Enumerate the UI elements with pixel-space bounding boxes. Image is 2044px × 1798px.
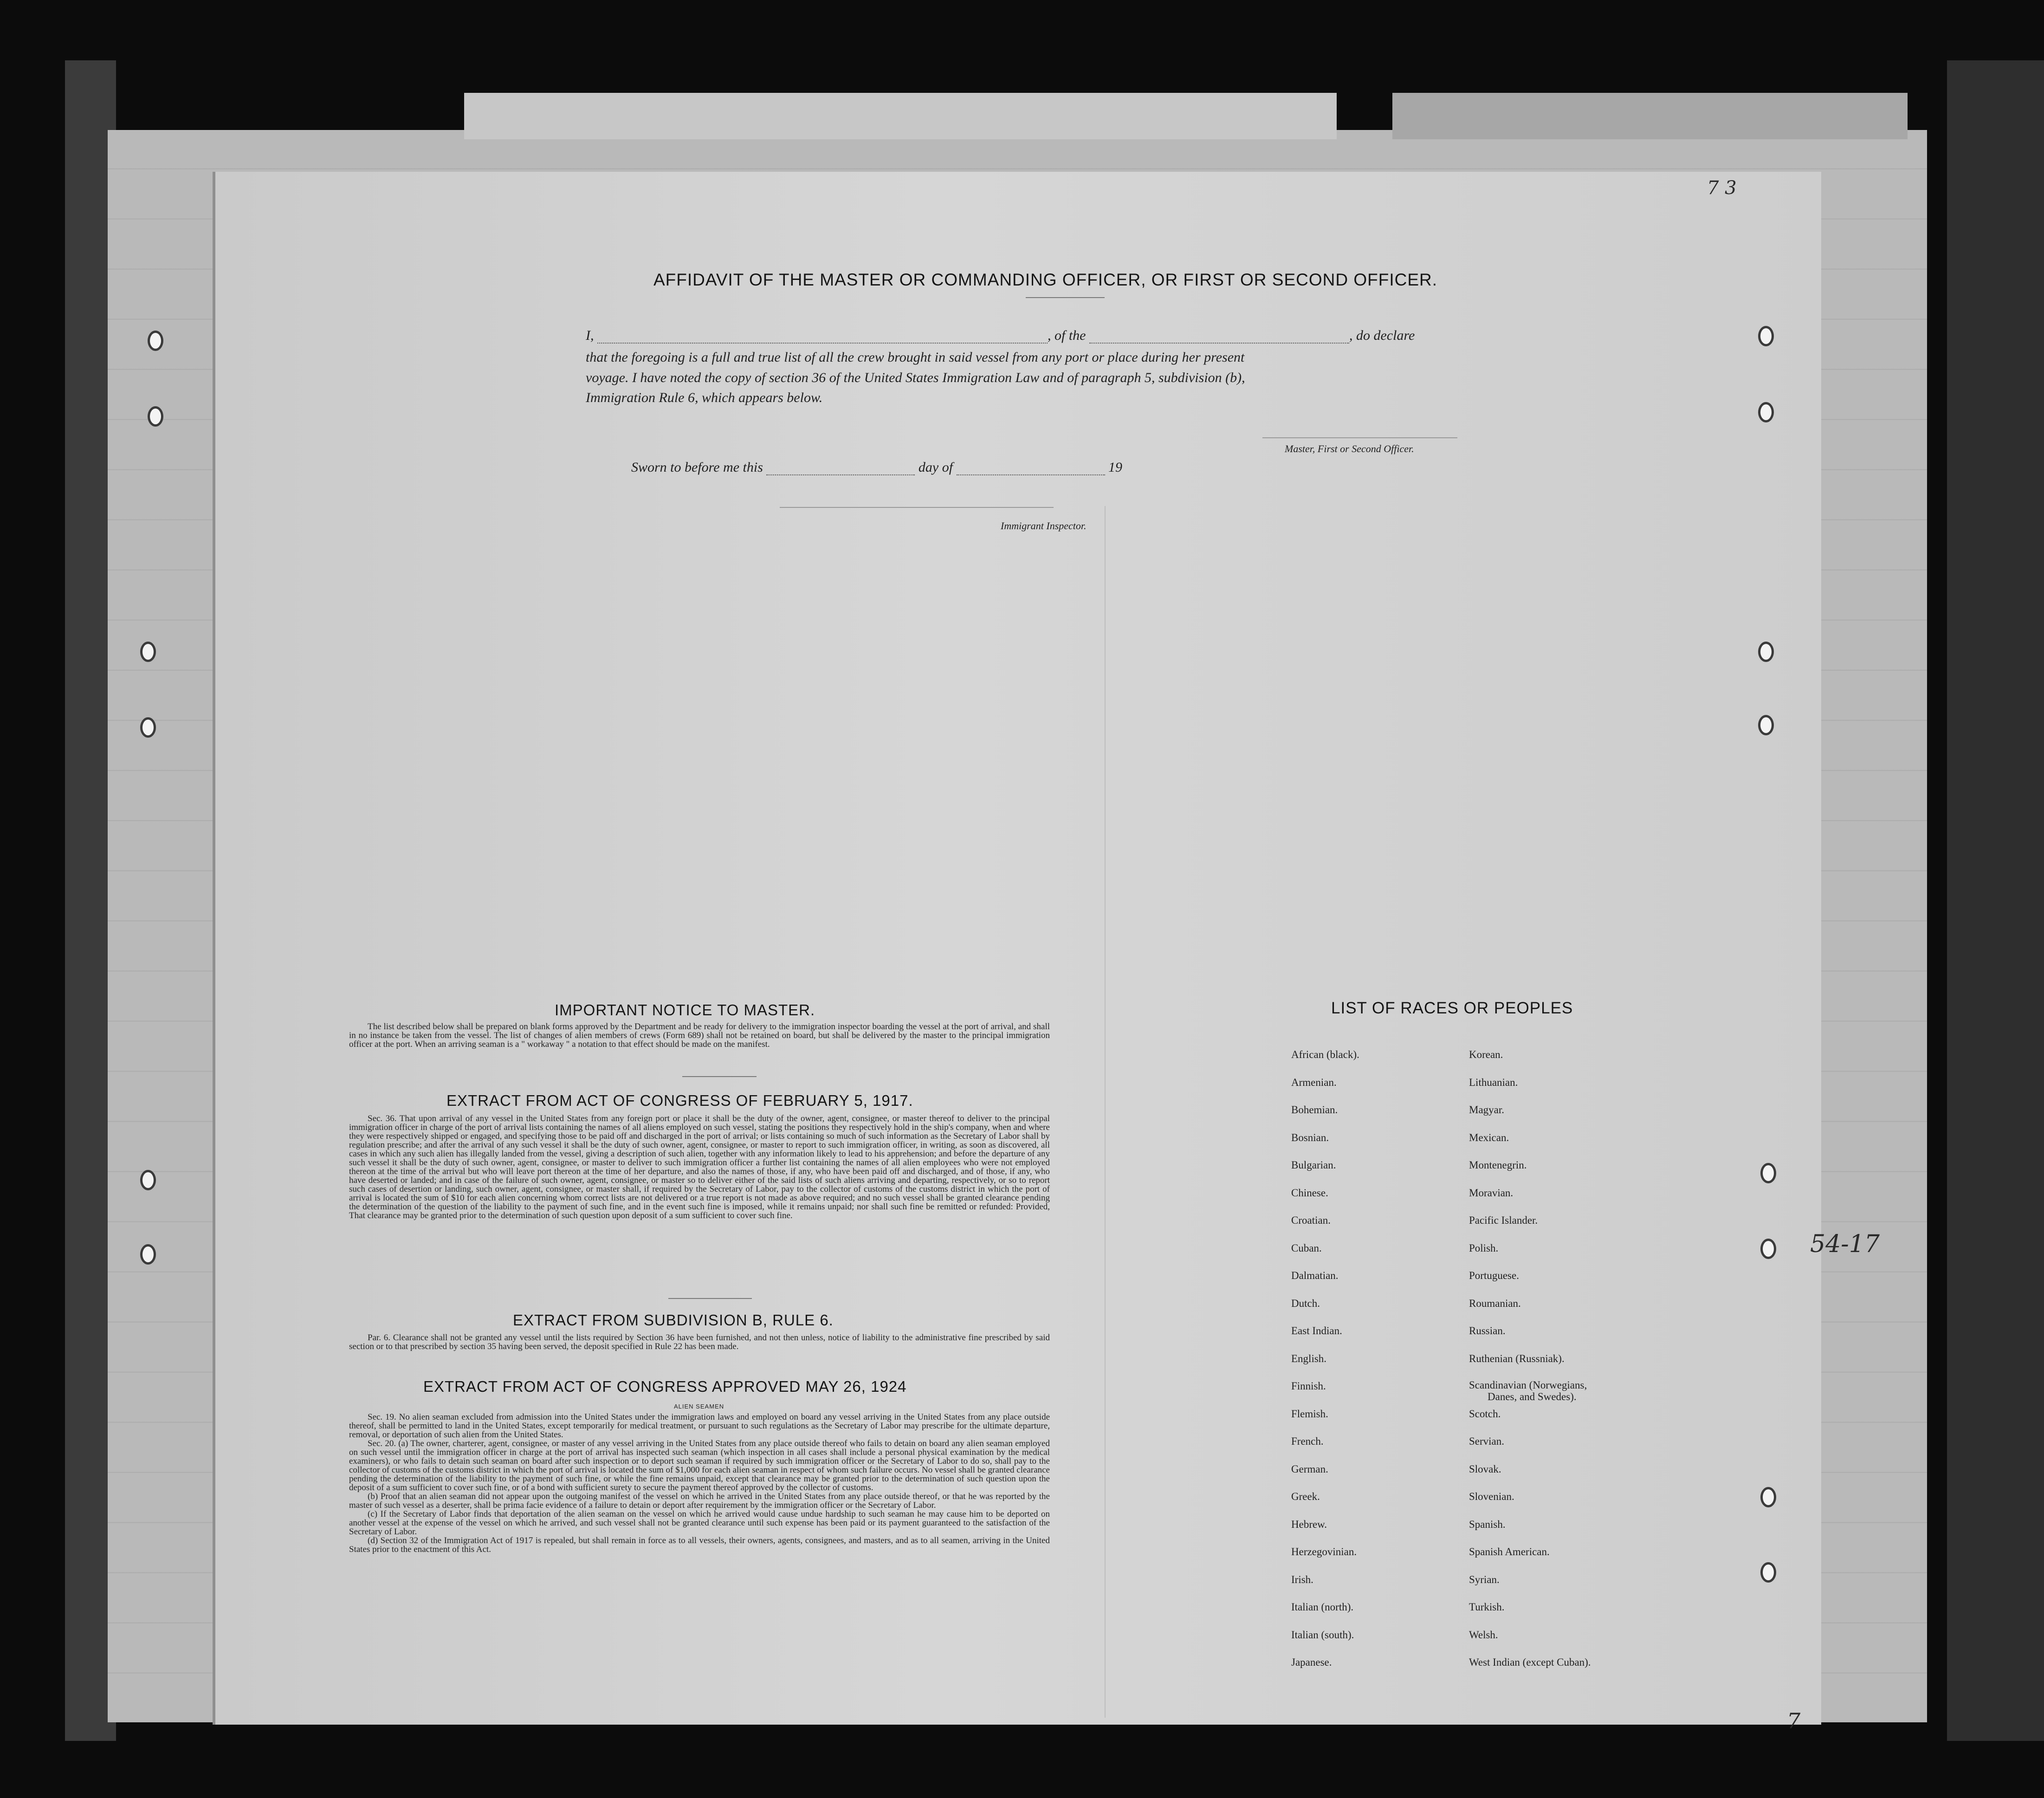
race-item: Korean. xyxy=(1469,1049,1503,1060)
race-item: Flemish. xyxy=(1291,1408,1328,1420)
race-item: Turkish. xyxy=(1469,1601,1505,1613)
year-label: 19 xyxy=(1108,460,1123,475)
race-item: Dutch. xyxy=(1291,1297,1320,1309)
section-20b-paragraph: (b) Proof that an alien seaman did not appear upon the outgoing manifest of the vessel on which he arrived in the United States from any place outside thereof, or that he was reported by the master of such vessel as a deserter, shall be prima facie evidence of a failure to detain or deport after requirement by the immigration officer or the Secretary of Labor. xyxy=(349,1492,1050,1510)
race-item: Welsh. xyxy=(1469,1629,1498,1641)
punch-hole xyxy=(140,642,156,662)
punch-hole xyxy=(1758,326,1774,346)
race-item: Montenegrin. xyxy=(1469,1159,1527,1171)
race-item: Hebrew. xyxy=(1291,1518,1327,1530)
race-item: Bulgarian. xyxy=(1291,1159,1336,1171)
race-item: Chinese. xyxy=(1291,1187,1328,1199)
handwritten-mark: 7 xyxy=(1787,1708,1801,1733)
punch-hole xyxy=(140,1244,156,1265)
race-item: Magyar. xyxy=(1469,1104,1505,1116)
signature-caption: Master, First or Second Officer. xyxy=(1285,443,1414,454)
races-title: LIST OF RACES OR PEOPLES xyxy=(1331,999,1573,1017)
race-item: Lithuanian. xyxy=(1469,1076,1518,1088)
race-item: Moravian. xyxy=(1469,1187,1514,1199)
affidavit-line-1 xyxy=(586,328,1415,344)
punch-hole xyxy=(140,717,156,738)
day-of-label: day of xyxy=(918,460,953,475)
punch-hole xyxy=(1760,1239,1776,1259)
extract-rule6-title: EXTRACT FROM SUBDIVISION B, RULE 6. xyxy=(513,1311,834,1329)
day-blank xyxy=(766,462,915,475)
race-item: French. xyxy=(1291,1435,1324,1447)
race-item: German. xyxy=(1291,1463,1328,1475)
handwritten-page-number: 7 3 xyxy=(1707,177,1737,199)
race-item: Slovak. xyxy=(1469,1463,1501,1475)
race-item: Italian (south). xyxy=(1291,1629,1354,1641)
races-column-2 xyxy=(1469,1041,1591,1676)
race-item: Cuban. xyxy=(1291,1242,1322,1254)
handwritten-annotation: 54-17 xyxy=(1810,1230,1880,1258)
of-the-label: , of the xyxy=(1048,328,1086,343)
race-item: Scotch. xyxy=(1469,1408,1501,1420)
race-item: Armenian. xyxy=(1291,1076,1337,1088)
affidavit-line-2: that the foregoing is a full and true list of all the crew brought in said vessel from any port or place during her present xyxy=(586,350,1245,365)
race-item: English. xyxy=(1291,1352,1327,1364)
month-blank xyxy=(957,462,1105,475)
section-36-paragraph: Sec. 36. That upon arrival of any vessel in the United States from any foreign port or place it shall be the duty of the owner, agent, consignee, or master thereof to deliver to the principal immigration officer in charge of the port of arrival lists containing the names of all aliens employed on such vessel, stating the positions they respectively hold in the ship's company, when and where they were respectively shipped or engaged, and specifying those to be paid off and discharged in the port of arrival; or lists containing so much of such information as the Secretary of Labor shall by regulation prescribe; and after the arrival of any such vessel it shall be the duty of such owner, agent, consignee, or master to report to such immigration officer, in writing, as soon as discovered, all cases in which any such alien has illegally landed from the vessel, giving a description of such alien, together with any information likely to lead to his apprehension; and before the departure of any such vessel it shall be the duty of such owner, agent, consignee, or master to deliver to such immigration officer a further list containing the names of all alien employees who were not employed thereon at the time of the arrival but who will leave port thereon at the time of her departure, and also the names of those, if any, who have been paid off and discharged, and of those, if any, who have deserted or landed; and in case of the failure of such owner, agent, consignee, or master so to deliver either of the said lists of such aliens arriving and departing, respectively, or so to report such cases of desertion or landing, such owner, agent, consignee, or master shall, if required by the Secretary of Labor, pay to the collector of customs of the customs district in which the port of arrival is located the sum of $10 for each alien concerning whom correct lists are not delivered or a true report is not made as above required; and no such vessel shall be granted clearance pending the determination of the question of the liability to the payment of such fine, and in the event such fine is imposed, while it remains unpaid; nor shall such fine be remitted or refunded: Provided, That clearance may be granted prior to the determination of such question upon deposit of a sum sufficient to cover such fine. xyxy=(349,1114,1050,1220)
divider xyxy=(682,1076,757,1077)
race-item: East Indian. xyxy=(1291,1325,1342,1337)
divider xyxy=(668,1298,752,1299)
punch-hole xyxy=(1758,642,1774,662)
sworn-label: Sworn to before me this xyxy=(631,460,763,475)
race-item: Scandinavian (Norwegians, Danes, and Swedes). xyxy=(1469,1372,1591,1400)
race-item: Bosnian. xyxy=(1291,1131,1329,1143)
extract-1924-text xyxy=(349,1413,1050,1554)
race-item: Ruthenian (Russniak). xyxy=(1469,1352,1565,1364)
section-20a-paragraph: Sec. 20. (a) The owner, charterer, agent, consignee, or master of any vessel arriving in the United States from any place outside thereof who fails to detain on board any alien seaman employed on such vessel until the immigration officer in charge at the port of arrival has inspected such seaman (which inspection in all cases shall include a personal physical examination by the medical examiners), or who fails to detain such seaman on board after such inspection or to deport such seaman if required by such immigration officer or the Secretary of Labor to do so, shall pay to the collector of customs of the customs district in which the port of arrival is located the sum of $1,000 for each alien seaman in respect of whom such failure occurs. No vessel shall be granted clearance pending the determination of the liability to the payment of such fine, or while the fine remains unpaid, except that clearance may be granted prior to the determination of such question upon the deposit of a sum sufficient to cover such fine, or of a bond with sufficient surety to secure the payment thereof approved by the collector of customs. xyxy=(349,1439,1050,1493)
race-item: Herzegovinian. xyxy=(1291,1546,1357,1558)
race-item: Japanese. xyxy=(1291,1656,1332,1668)
rule6-paragraph: Par. 6. Clearance shall not be granted any vessel until the lists required by Section 36 have been furnished, and not then unless, notice of liability to the administrative fine prescribed by said section or to that prescribed by section 35 having been served, the deposit specified in Rule 22 has been made. xyxy=(349,1333,1050,1351)
extract-1917-text xyxy=(349,1114,1050,1220)
sworn-line xyxy=(631,460,1122,475)
race-item: African (black). xyxy=(1291,1049,1359,1060)
race-item: Roumanian. xyxy=(1469,1297,1521,1309)
name-blank xyxy=(597,331,1048,344)
affidavit-line-3: voyage. I have noted the copy of section 36 of the United States Immigration Law and of paragraph 5, subdivision (b), xyxy=(586,370,1245,385)
do-declare-label: , do declare xyxy=(1349,328,1415,343)
race-item: Croatian. xyxy=(1291,1214,1331,1226)
page-fold-line xyxy=(1105,506,1106,1718)
punch-hole xyxy=(1758,715,1774,735)
back-sheet-tab xyxy=(1392,93,1908,139)
extract-1917-title: EXTRACT FROM ACT OF CONGRESS OF FEBRUARY 5, 1917. xyxy=(446,1092,913,1109)
affidavit-title: AFFIDAVIT OF THE MASTER OR COMMANDING OFFICER, OR FIRST OR SECOND OFFICER. xyxy=(653,270,1438,289)
section-20d-paragraph: (d) Section 32 of the Immigration Act of 1917 is repealed, but shall remain in force as to all vessels, their owners, agents, consignees, and masters, and as to all seamen, arriving in the United States prior to the enactment of this Act. xyxy=(349,1536,1050,1554)
race-item: Syrian. xyxy=(1469,1573,1500,1585)
race-item: Pacific Islander. xyxy=(1469,1214,1538,1226)
notice-text xyxy=(349,1022,1050,1049)
punch-hole xyxy=(140,1170,156,1190)
divider xyxy=(1026,297,1105,298)
race-item-continuation: Danes, and Swedes). xyxy=(1488,1391,1577,1402)
affidavit-line-4: Immigration Rule 6, which appears below. xyxy=(586,390,823,405)
inspector-line xyxy=(780,507,1054,508)
race-item: Finnish. xyxy=(1291,1380,1326,1392)
alien-seamen-subtitle: ALIEN SEAMEN xyxy=(674,1403,724,1410)
race-item: Servian. xyxy=(1469,1435,1505,1447)
race-item: Italian (north). xyxy=(1291,1601,1354,1613)
inspector-caption: Immigrant Inspector. xyxy=(1001,520,1087,532)
i-label: I, xyxy=(586,328,594,343)
binder-edge-right xyxy=(1947,60,2044,1741)
notice-title: IMPORTANT NOTICE TO MASTER. xyxy=(555,1001,815,1019)
race-item: Portuguese. xyxy=(1469,1270,1519,1281)
race-item: Spanish American. xyxy=(1469,1546,1550,1558)
section-19-paragraph: Sec. 19. No alien seaman excluded from admission into the United States under the immigration laws and employed on board any vessel arriving in the United States from any place outside thereof, shall be permitted to land in the United States, except temporarily for medical treatment, or pursuant to such regulations as the Secretary of Labor may prescribe for the ultimate departure, removal, or deportation of such alien from the United States. xyxy=(349,1412,1050,1440)
extract-1924-title: EXTRACT FROM ACT OF CONGRESS APPROVED MAY 26, 1924 xyxy=(423,1378,907,1395)
punch-hole xyxy=(1760,1487,1776,1507)
notice-paragraph: The list described below shall be prepared on blank forms approved by the Department and be ready for delivery to the immigration inspector boarding the vessel at the port of arrival, and shall in no instance be taken from the vessel. The list of changes of alien members of crews (Form 689) shall not be retained on board, but shall be delivered by the master to the principal immigration officer at the port. When an arriving seaman is a " workaway " a notation to that effect should be made on the manifest. xyxy=(349,1022,1050,1049)
race-item: Spanish. xyxy=(1469,1518,1506,1530)
race-item: Polish. xyxy=(1469,1242,1499,1254)
race-item: Greek. xyxy=(1291,1491,1320,1502)
back-sheet-tab xyxy=(464,93,1337,139)
race-item: Irish. xyxy=(1291,1573,1313,1585)
punch-hole xyxy=(148,331,163,351)
punch-hole xyxy=(1760,1562,1776,1583)
signature-line xyxy=(1262,437,1457,438)
vessel-blank xyxy=(1089,331,1349,344)
race-item: Dalmatian. xyxy=(1291,1270,1339,1281)
races-column-1 xyxy=(1291,1041,1359,1676)
extract-rule6-text xyxy=(349,1333,1050,1351)
race-item: Russian. xyxy=(1469,1325,1506,1337)
section-20c-paragraph: (c) If the Secretary of Labor finds that deportation of the alien seaman on the vessel on which he arrived would cause undue hardship to such seaman he may cause him to be deported on another vessel at the expense of the vessel on which he arrived, and such vessel shall not be granted clearance until such expense has been paid or its payment guaranteed to the satisfaction of the Secretary of Labor. xyxy=(349,1509,1050,1537)
race-item: Bohemian. xyxy=(1291,1104,1338,1116)
race-item: Mexican. xyxy=(1469,1131,1509,1143)
race-item: West Indian (except Cuban). xyxy=(1469,1656,1591,1668)
punch-hole xyxy=(1760,1163,1776,1183)
race-item: Slovenian. xyxy=(1469,1491,1514,1502)
punch-hole xyxy=(148,406,163,427)
punch-hole xyxy=(1758,402,1774,422)
